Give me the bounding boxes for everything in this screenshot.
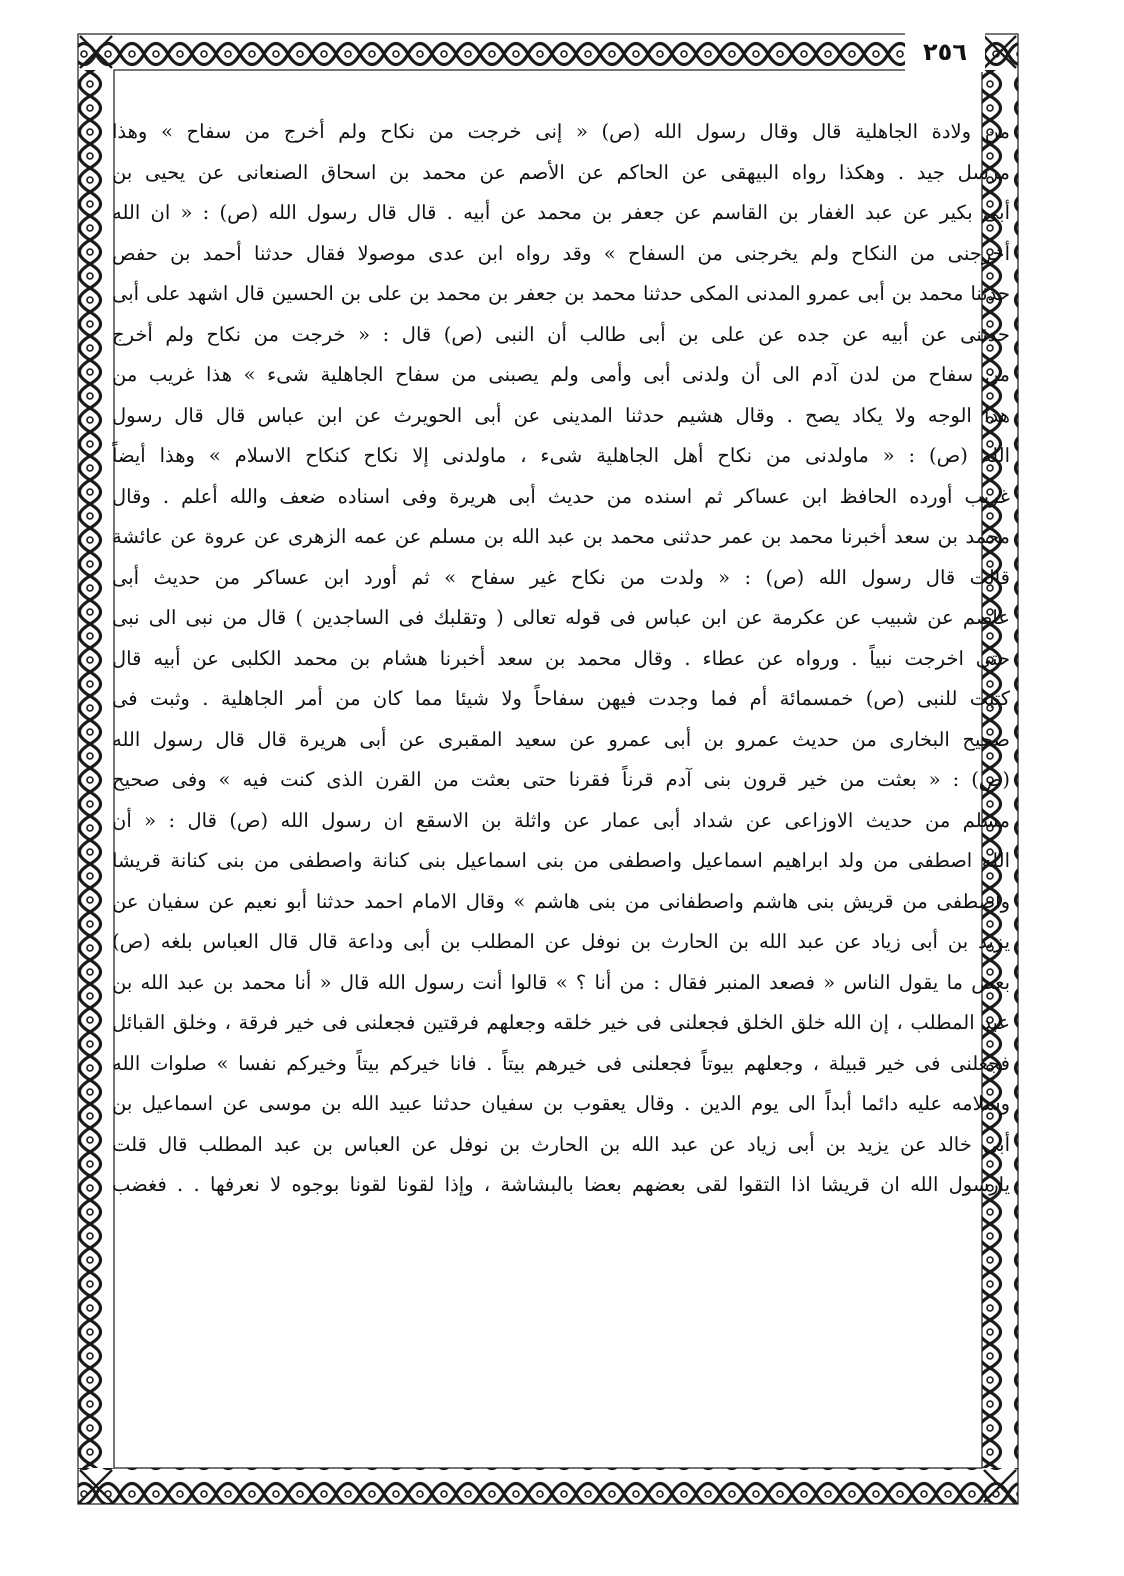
text-line: أبى بكير عن عبد الغفار بن القاسم عن جعفر بن محمد عن أبيه . قال قال رسول الله (ص) : « ان الله bbox=[112, 201, 1010, 224]
text-line: حدثنى عن أبيه عن جده عن على بن أبى طالب أن النبى (ص) قال : « خرجت من نكاح ولم أخرج bbox=[112, 322, 1010, 346]
page-number: ٢٥٦ bbox=[905, 32, 985, 72]
text-line: الله اصطفى من ولد ابراهيم اسماعيل واصطفى من بنى اسماعيل بنى كنانة واصطفى من بنى كنانة قريشا bbox=[112, 849, 1010, 872]
text-line: صحيح البخارى من حديث عمرو بن أبى عمرو عن سعيد المقبرى عن أبى هريرة قال قال رسول الله bbox=[112, 727, 1010, 751]
text-line: مسلم من حديث الاوزاعى عن شداد أبى عمار عن واثلة بن الاسقع ان رسول الله (ص) قال : « أن bbox=[112, 808, 1010, 832]
text-line: محمد بن سعد أخبرنا محمد بن عمر حدثنى محمد بن عبد الله بن مسلم عن عمه الزهرى عن عروة عن عائشة bbox=[112, 525, 1010, 548]
text-line: فجعلنى فى خير قبيلة ، وجعلهم بيوتاً فجعلنى فى خيرهم بيتاً . فانا خيركم بيتاً وخيركم نفسا » صلوات الله bbox=[112, 1051, 1010, 1075]
text-line: حتى اخرجت نبياً . ورواه عن عطاء . وقال محمد بن سعد أخبرنا هشام بن محمد الكلبى عن أبيه قال bbox=[112, 646, 1010, 670]
text-line: كتبت للنبى (ص) خمسمائة أم فما وجدت فيهن سفاحاً ولا شيئا مما كان من أمر الجاهلية . وثبت فى bbox=[112, 687, 1010, 710]
text-line: وسلامه عليه دائما أبداً الى يوم الدين . وقال يعقوب بن سفيان حدثنا عبيد الله بن موسى عن اسماعيل بن bbox=[112, 1092, 1010, 1115]
text-line: أبى خالد عن يزيد بن أبى زياد عن عبد الله بن الحارث بن نوفل عن العباس بن عبد المطلب قال قلت bbox=[112, 1132, 1010, 1156]
text-line: (ص) : « بعثت من خير قرون بنى آدم قرناً فقرنا حتى بعثت من القرن الذى كنت فيه » وفى صحيح bbox=[112, 768, 1010, 791]
text-line: واصطفى من قريش بنى هاشم واصطفانى من بنى هاشم » وقال الامام احمد حدثنا أبو نعيم عن سفيان عن bbox=[112, 889, 1010, 913]
text-line: بعض ما يقول الناس « فصعد المنبر فقال : من أنا ؟ » قالوا أنت رسول الله قال « أنا محمد بن عبد الله بن bbox=[112, 970, 1010, 994]
text-line: يزيد بن أبى زياد عن عبد الله بن الحارث بن نوفل عن المطلب بن أبى وداعة قال قال العباس بلغه (ص) bbox=[112, 930, 1010, 953]
text-line: أخرجنى من النكاح ولم يخرجنى من السفاح » وقد رواه ابن عدى موصولا فقال حدثنا أحمد بن حفص bbox=[112, 241, 1010, 265]
text-line: عاصم عن شبيب عن عكرمة عن ابن عباس فى قوله تعالى ( وتقلبك فى الساجدين ) قال من نبى الى نبى bbox=[112, 606, 1010, 629]
text-line: حدثنا محمد بن أبى عمرو المدنى المكى حدثنا محمد بن جعفر بن محمد بن على بن الحسين قال اشهد على أبى bbox=[112, 282, 1010, 305]
text-line: قالت قال رسول الله (ص) : « ولدت من نكاح غير سفاح » ثم أورد ابن عساكر من حديث أبى bbox=[112, 565, 1010, 589]
text-line: عبد المطلب ، إن الله خلق الخلق فجعلنى فى خير خلقه وجعلهم فرقتين فجعلنى فى خير فرقة ، وخلق القبائل bbox=[112, 1011, 1010, 1034]
text-line: من ولادة الجاهلية قال وقال رسول الله (ص) « إنى خرجت من نكاح ولم أخرج من سفاح » وهذا bbox=[112, 120, 1010, 143]
text-line: من سفاح من لدن آدم الى أن ولدنى أبى وأمى ولم يصبنى من سفاح الجاهلية شىء » هذا غريب من bbox=[112, 363, 1010, 386]
text-line: غريب أورده الحافظ ابن عساكر ثم اسنده من حديث أبى هريرة وفى اسناده ضعف والله أعلم . وقال bbox=[112, 484, 1010, 508]
text-line: هذا الوجه ولا يكاد يصح . وقال هشيم حدثنا المدينى عن أبى الحويرث عن ابن عباس قال قال رسول bbox=[112, 403, 1010, 427]
body-text bbox=[112, 112, 1010, 1457]
text-line: الله (ص) : « ماولدنى من نكاح أهل الجاهلية شىء ، ماولدنى إلا نكاح كنكاح الاسلام » وهذا أيضاً bbox=[112, 444, 1010, 467]
text-line: مرسل جيد . وهكذا رواه البيهقى عن الحاكم عن الأصم عن محمد بن اسحاق الصنعانى عن يحيى بن bbox=[112, 160, 1010, 184]
text-line: يارسول الله ان قريشا اذا التقوا لقى بعضهم بعضا بالبشاشة ، وإذا لقونا لقونا بوجوه لا نعرفها . . فغضب bbox=[112, 1173, 1010, 1196]
